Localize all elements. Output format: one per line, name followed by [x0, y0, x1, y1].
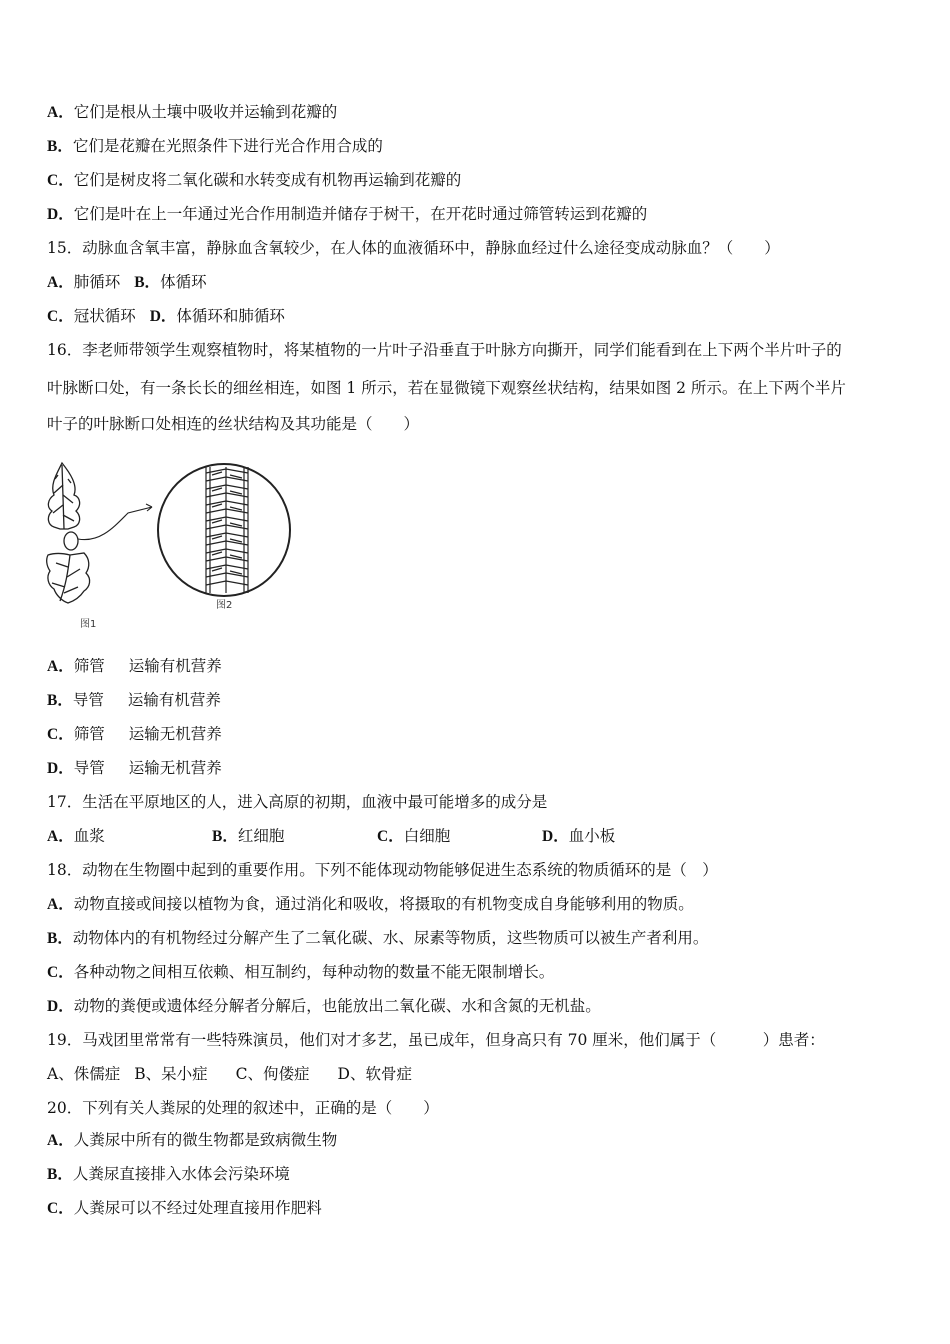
break-point-marker: [64, 532, 78, 550]
connector-arrow: [78, 507, 152, 540]
q18-option-d: D．动物的粪便或遗体经分解者分解后，也能放出二氧化碳、水和含氮的无机盐。: [47, 997, 601, 1015]
q16-stem-line3: 叶子的叶脉断口处相连的丝状结构及其功能是（ ）: [47, 415, 420, 433]
q16-stem-line2: 叶脉断口处，有一条长长的细丝相连，如图 1 所示，若在显微镜下观察丝状结构，结果如图 2 所示。在上下两个半片: [47, 379, 846, 397]
fig1-caption: 图1: [80, 619, 97, 630]
q18-stem: 18．动物在生物圈中起到的重要作用。下列不能体现动物能够促进生态系统的物质循环的是（ ）: [47, 861, 718, 879]
q20-option-a: A．人粪尿中所有的微生物都是致病微生物: [47, 1131, 338, 1149]
q16-option-a: A．筛管 运输有机营养: [47, 657, 222, 675]
q16-stem-line1: 16．李老师带领学生观察植物时，将某植物的一片叶子沿垂直于叶脉方向撕开，同学们能看到在上下两个半片叶子的: [47, 341, 842, 359]
q20-stem: 20．下列有关人粪尿的处理的叙述中，正确的是（ ）: [47, 1099, 439, 1117]
q17-option-a: A．血浆: [47, 827, 105, 845]
q16-option-c: C．筛管 运输无机营养: [47, 725, 222, 743]
q17-option-c: C．白细胞: [377, 827, 451, 845]
lower-leaf-icon: [47, 553, 90, 603]
q18-option-a: A．动物直接或间接以植物为食，通过消化和吸收，将摄取的有机物变成自身能够利用的物质。: [47, 895, 694, 913]
q16-option-b: B．导管 运输有机营养: [47, 691, 221, 709]
microscope-view-circle: [158, 464, 290, 596]
q14-option-b: B．它们是花瓣在光照条件下进行光合作用合成的: [47, 137, 383, 155]
q18-option-c: C．各种动物之间相互依赖、相互制约，每种动物的数量不能无限制增长。: [47, 963, 555, 981]
q15-stem: 15．动脉血含氧丰富，静脉血含氧较少，在人体的血液循环中，静脉血经过什么途径变成动脉血？（ ）: [47, 239, 780, 257]
q20-option-c: C．人粪尿可以不经过处理直接用作肥料: [47, 1199, 322, 1217]
q17-option-b: B．红细胞: [212, 827, 285, 845]
q15-options-row1: A．肺循环 B．体循环: [47, 273, 207, 291]
q18-option-b: B．动物体内的有机物经过分解产生了二氧化碳、水、尿素等物质，这些物质可以被生产者利用。: [47, 929, 709, 947]
q14-option-c: C．它们是树皮将二氧化碳和水转变成有机物再运输到花瓣的: [47, 171, 462, 189]
q15-options-row2: C．冠状循环 D．体循环和肺循环: [47, 307, 285, 325]
q20-option-b: B．人粪尿直接排入水体会污染环境: [47, 1165, 290, 1183]
q19-stem: 19．马戏团里常常有一些特殊演员，他们对才多艺，虽已成年，但身高只有 70 厘米，他们属于（ ）患者：: [47, 1031, 825, 1049]
q17-stem: 17．生活在平原地区的人，进入高原的初期，血液中最可能增多的成分是: [47, 793, 548, 811]
vessel-structure-icon: [206, 467, 248, 593]
q19-options: A、侏儒症 B、呆小症 C、佝偻症 D、软骨症: [47, 1065, 412, 1083]
q16-option-d: D．导管 运输无机营养: [47, 759, 222, 777]
q14-option-d: D．它们是叶在上一年通过光合作用制造并储存于树干，在开花时通过筛管转运到花瓣的: [47, 205, 648, 223]
upper-leaf-icon: [48, 463, 79, 529]
q16-figure: [40, 455, 300, 635]
q17-option-d: D．血小板: [542, 827, 616, 845]
fig2-caption: 图2: [216, 600, 233, 611]
leaf-microscope-illustration: [40, 455, 300, 635]
q14-option-a: A．它们是根从土壤中吸收并运输到花瓣的: [47, 103, 338, 121]
